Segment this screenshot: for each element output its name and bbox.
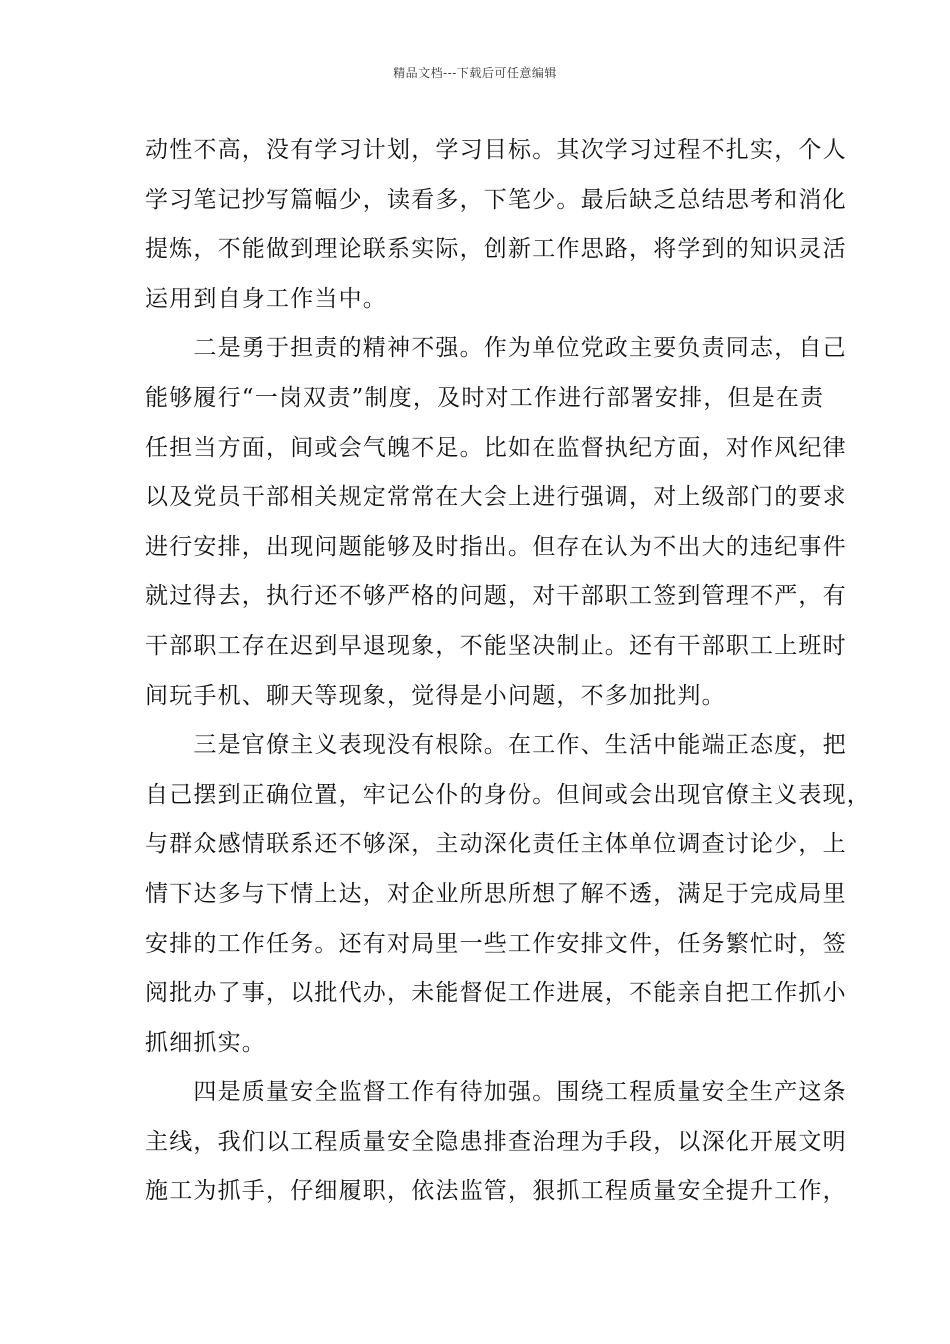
text-line: 学习笔记抄写篇幅少，读看多，下笔少。最后缺乏总结思考和消化 xyxy=(145,186,847,213)
paragraph-start-line: 四是质量安全监督工作有待加强。围绕工程质量安全生产这条 xyxy=(145,1079,847,1106)
text-line: 阅批办了事，以批代办，未能督促工作进展，不能亲自把工作抓小 xyxy=(145,980,847,1007)
text-line: 抓细抓实。 xyxy=(145,1029,266,1056)
text-line: 提炼，不能做到理论联系实际，创新工作思路，将学到的知识灵活 xyxy=(145,236,847,263)
text-line: 情下达多与下情上达，对企业所思所想了解不透，满足于完成局里 xyxy=(145,880,847,907)
text-line: 以及党员干部相关规定常常在大会上进行强调，对上级部门的要求 xyxy=(145,484,847,511)
text-line: 自己摆到正确位置，牢记公仆的身份。但间或会出现官僚主义表现， xyxy=(145,781,871,808)
text-line: 任担当方面，间或会气魄不足。比如在监督执纪方面，对作风纪律 xyxy=(145,434,847,461)
paragraph-start-line: 二是勇于担责的精神不强。作为单位党政主要负责同志，自己 xyxy=(145,335,847,362)
text-line: 运用到自身工作当中。 xyxy=(145,285,387,312)
text-line: 进行安排，出现问题能够及时指出。但存在认为不出大的违纪事件 xyxy=(145,533,847,560)
page-header: 精品文档---下载后可任意编辑 xyxy=(393,66,557,80)
text-line: 能够履行“一岗双责”制度，及时对工作进行部署安排，但是在责 xyxy=(145,384,825,411)
paragraph-start-line: 三是官僚主义表现没有根除。在工作、生活中能端正态度，把 xyxy=(145,732,847,759)
text-line: 与群众感情联系还不够深，主动深化责任主体单位调查讨论少，上 xyxy=(145,831,847,858)
text-line: 动性不高，没有学习计划，学习目标。其次学习过程不扎实，个人 xyxy=(145,137,847,163)
text-line: 主线，我们以工程质量安全隐患排查治理为手段，以深化开展文明 xyxy=(145,1128,847,1155)
text-line: 干部职工存在迟到早退现象，不能坚决制止。还有干部职工上班时 xyxy=(145,632,847,659)
text-line: 施工为抓手，仔细履职，依法监管，狠抓工程质量安全提升工作， xyxy=(145,1178,847,1205)
text-line: 就过得去，执行还不够严格的问题，对干部职工签到管理不严，有 xyxy=(145,583,847,610)
text-line: 安排的工作任务。还有对局里一些工作安排文件，任务繁忙时，签 xyxy=(145,930,847,957)
document-body xyxy=(145,126,871,1217)
text-line: 间玩手机、聊天等现象，觉得是小问题，不多加批判。 xyxy=(145,682,726,709)
